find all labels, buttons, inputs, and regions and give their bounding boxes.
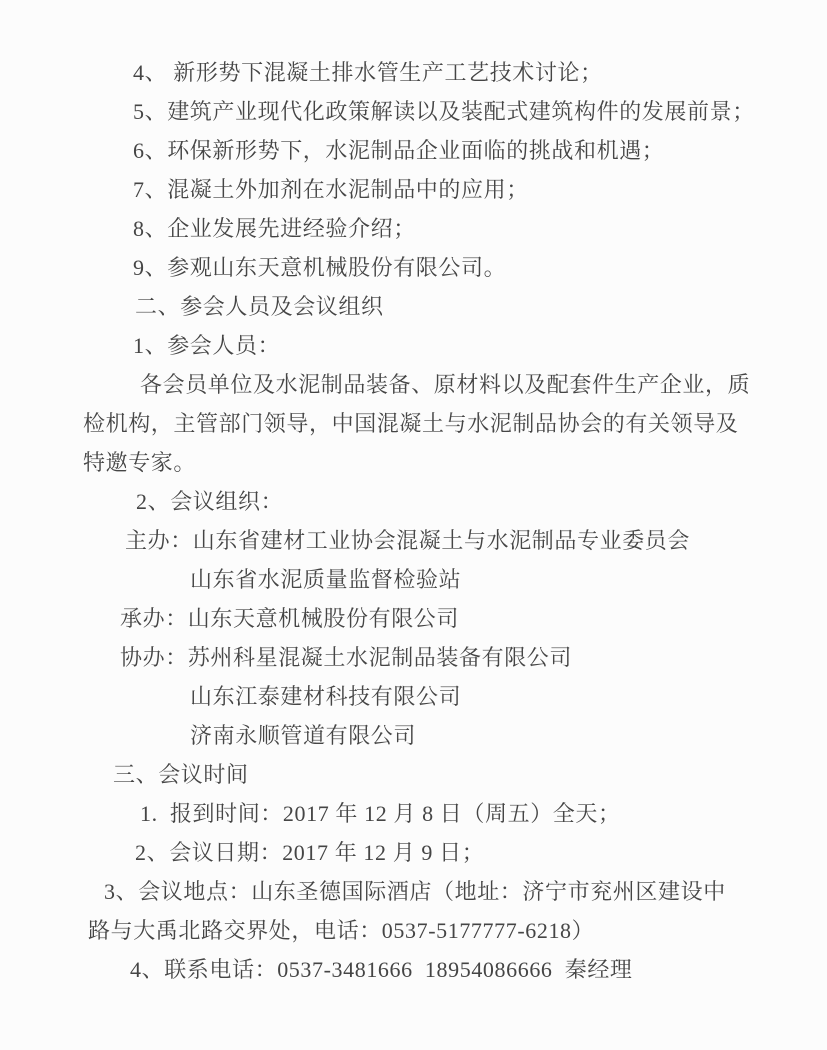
agenda-item-4: 4、 新形势下混凝土排水管生产工艺技术讨论； bbox=[133, 60, 603, 85]
agenda-item-8: 8、企业发展先进经验介绍； bbox=[133, 216, 416, 241]
section-3-heading: 三、会议时间 bbox=[113, 762, 249, 787]
meeting-venue-line-2: 路与大禹北路交界处，电话：0537-5177777-6218） bbox=[88, 918, 595, 943]
document-body bbox=[83, 53, 773, 989]
agenda-item-7: 7、混凝土外加剂在水泥制品中的应用； bbox=[133, 177, 529, 202]
organizer-line-undertaker: 承办：山东天意机械股份有限公司 bbox=[120, 606, 460, 631]
section-2-heading: 二、参会人员及会议组织 bbox=[135, 294, 384, 319]
agenda-item-9: 9、参观山东天意机械股份有限公司。 bbox=[133, 255, 507, 280]
meeting-date-line: 2、会议日期：2017 年 12 月 9 日； bbox=[135, 840, 485, 865]
section-2-sub2-heading: 2、会议组织： bbox=[136, 489, 284, 514]
organizer-line-host: 主办：山东省建材工业协会混凝土与水泥制品专业委员会 bbox=[125, 528, 691, 553]
organizer-line-coorganizer-3: 济南永顺管道有限公司 bbox=[190, 723, 417, 748]
organizer-line-coorganizer-2: 山东江泰建材科技有限公司 bbox=[190, 684, 462, 709]
contact-phone-line: 4、联系电话：0537-3481666 18954086666 秦经理 bbox=[130, 957, 633, 982]
participants-text-line: 特邀专家。 bbox=[83, 450, 197, 475]
organizer-line-host-2: 山东省水泥质量监督检验站 bbox=[190, 567, 462, 592]
meeting-venue-line: 3、会议地点：山东圣德国际酒店（地址：济宁市兖州区建设中 bbox=[104, 879, 726, 904]
organizer-line-coorganizer: 协办：苏州科星混凝土水泥制品装备有限公司 bbox=[120, 645, 573, 670]
agenda-item-6: 6、环保新形势下，水泥制品企业面临的挑战和机遇； bbox=[133, 138, 665, 163]
participants-text-line: 检机构，主管部门领导，中国混凝土与水泥制品协会的有关领导及 bbox=[83, 411, 739, 436]
participants-text-line: 各会员单位及水泥制品装备、原材料以及配套件生产企业，质 bbox=[140, 372, 751, 397]
section-2-sub1-heading: 1、参会人员： bbox=[133, 333, 281, 358]
meeting-checkin-time-line: 1. 报到时间：2017 年 12 月 8 日（周五）全天； bbox=[140, 801, 621, 826]
agenda-item-5: 5、建筑产业现代化政策解读以及装配式建筑构件的发展前景； bbox=[133, 99, 755, 124]
